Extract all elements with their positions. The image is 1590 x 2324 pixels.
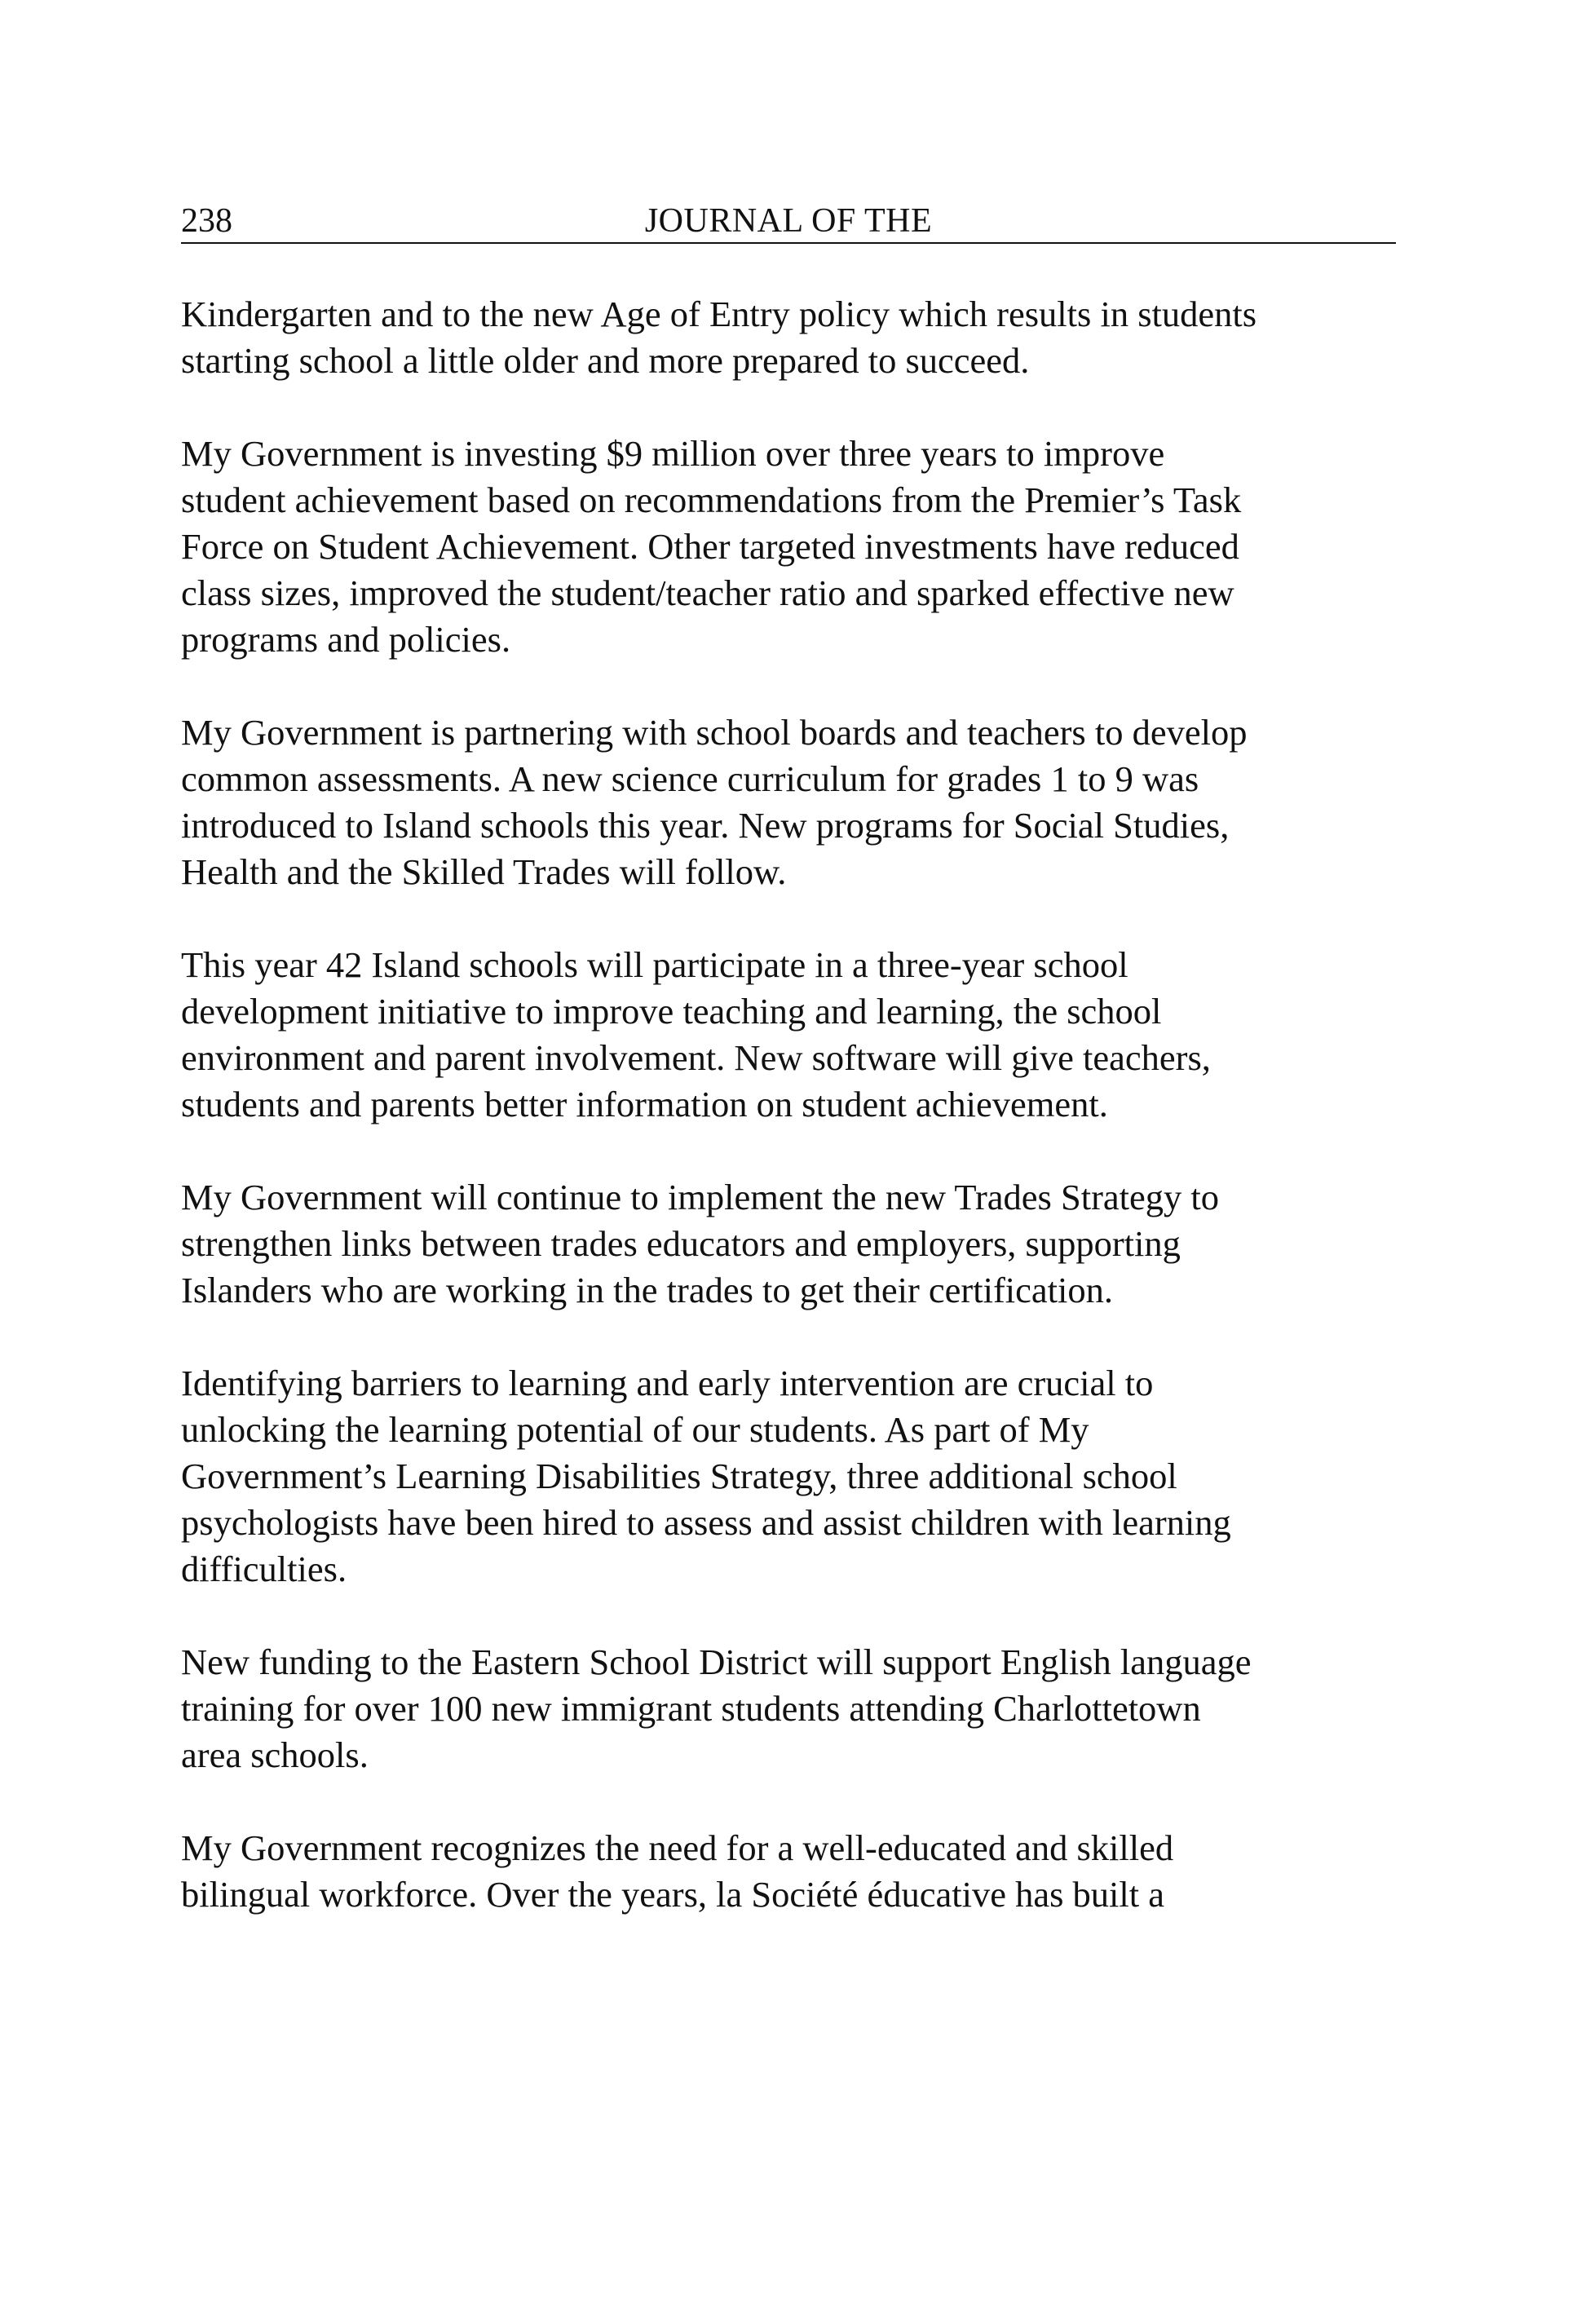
text-line: class sizes, improved the student/teacher ratio and sparked effective new [181, 572, 1234, 613]
text-line: My Government will continue to implement the new Trades Strategy to [181, 1177, 1220, 1217]
text-line: Kindergarten and to the new Age of Entry policy which results in students [181, 294, 1257, 334]
text-line: Health and the Skilled Trades will follow. [181, 851, 787, 892]
paragraph-english-language-training [181, 1639, 1396, 1778]
text-line: environment and parent involvement. New software will give teachers, [181, 1037, 1211, 1078]
page-number: 238 [181, 202, 232, 240]
paragraph-common-assessments [181, 709, 1396, 895]
paragraph-learning-disabilities [181, 1360, 1396, 1593]
paragraph-kindergarten [181, 291, 1396, 384]
text-line: Government’s Learning Disabilities Strategy, three additional school [181, 1456, 1177, 1496]
text-line: This year 42 Island schools will participate in a three-year school [181, 944, 1128, 985]
paragraph-student-achievement [181, 431, 1396, 663]
text-line: difficulties. [181, 1549, 347, 1589]
paragraph-bilingual-workforce [181, 1825, 1396, 1918]
paragraph-trades-strategy [181, 1174, 1396, 1314]
text-line: bilingual workforce. Over the years, la Société éducative has built a [181, 1874, 1164, 1915]
body-text [181, 291, 1396, 1964]
text-line: student achievement based on recommendations from the Premier’s Task [181, 479, 1242, 520]
journal-title: JOURNAL OF THE [644, 202, 933, 240]
text-line: New funding to the Eastern School District will support English language [181, 1641, 1252, 1682]
text-line: Force on Student Achievement. Other targeted investments have reduced [181, 526, 1239, 567]
text-line: strengthen links between trades educators and employers, supporting [181, 1223, 1181, 1264]
paragraph-school-development [181, 942, 1396, 1128]
text-line: Islanders who are working in the trades to get their certification. [181, 1270, 1114, 1310]
text-line: psychologists have been hired to assess and assist children with learning [181, 1502, 1231, 1543]
text-line: My Government is investing $9 million over three years to improve [181, 433, 1165, 474]
text-line: development initiative to improve teaching and learning, the school [181, 991, 1162, 1032]
text-line: common assessments. A new science curriculum for grades 1 to 9 was [181, 758, 1199, 799]
text-line: unlocking the learning potential of our students. As part of My [181, 1409, 1089, 1450]
running-header [181, 200, 1396, 244]
text-line: training for over 100 new immigrant students attending Charlottetown [181, 1688, 1201, 1729]
text-line: programs and policies. [181, 619, 511, 660]
text-line: starting school a little older and more prepared to succeed. [181, 340, 1030, 381]
text-line: My Government recognizes the need for a well-educated and skilled [181, 1827, 1174, 1868]
text-line: Identifying barriers to learning and early intervention are crucial to [181, 1363, 1154, 1403]
text-line: introduced to Island schools this year. New programs for Social Studies, [181, 805, 1230, 846]
text-line: students and parents better information on student achievement. [181, 1084, 1108, 1124]
text-line: My Government is partnering with school boards and teachers to develop [181, 712, 1248, 753]
text-line: area schools. [181, 1734, 369, 1775]
